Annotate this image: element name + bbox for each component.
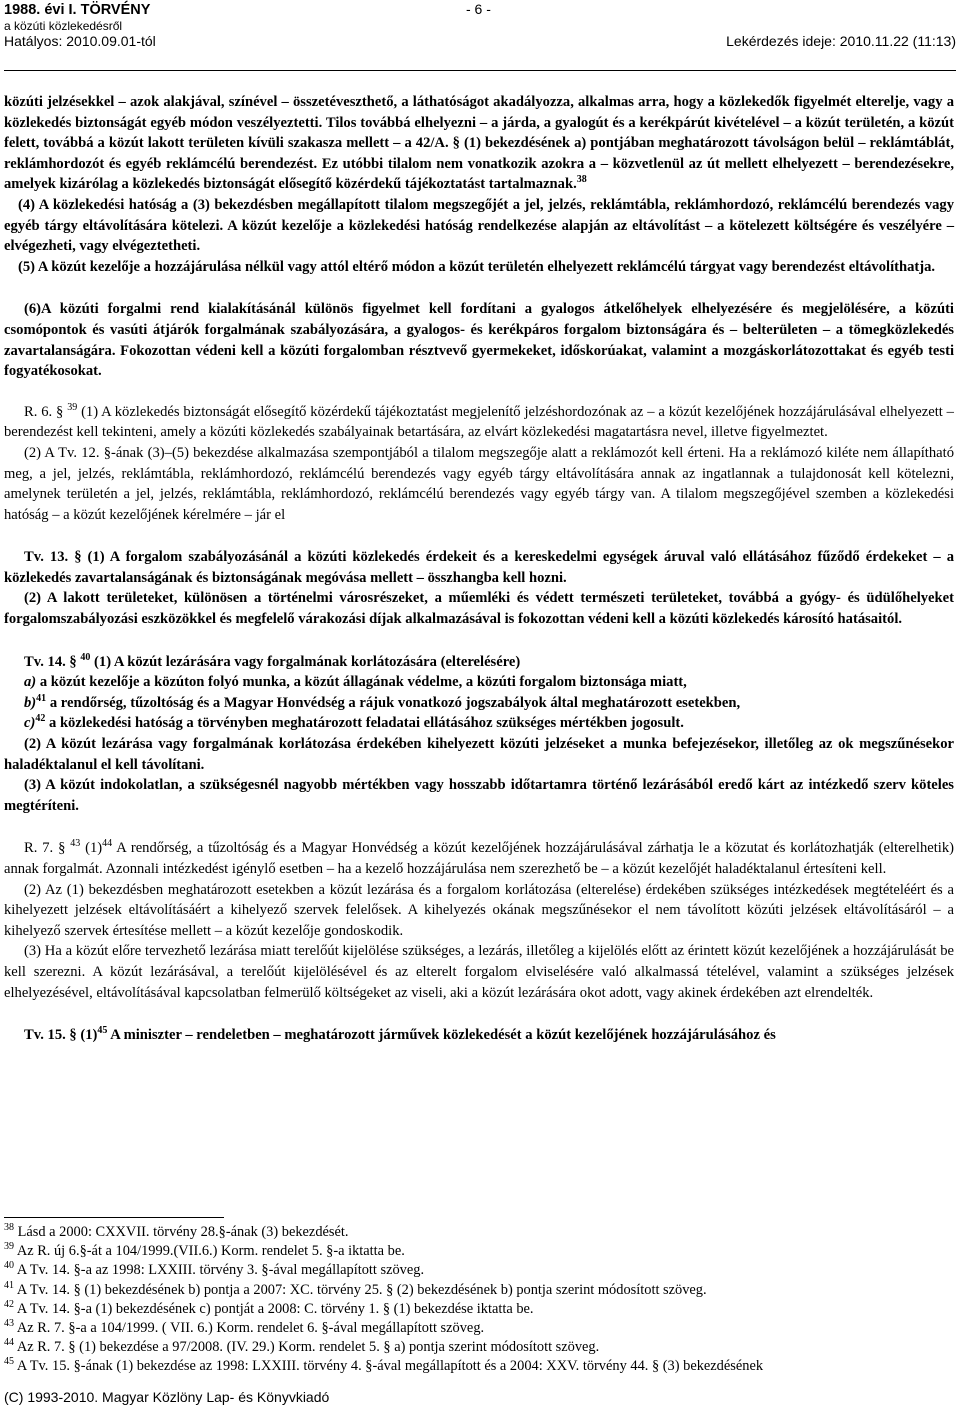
act-14-2: (2) A közút lezárása vagy forgalmának korlátozása érdekében kihelyezett közúti jelzéseket a munka befejezésekor, illetőleg az ok megszűnésekor haladéktalanul el kell távolítani. [4,736,954,773]
regulation-6-1: R. 6. § $^{39}$ (1) A közlekedés biztonságát elősegítő közérdekű tájékoztatást megjelenítő jelzéshordozónak az – a közút kezelőjének hozzájárulásával elhelyezett – berendezést kell tekinteni, amely a közúti közlekedés szabályainak betartására, az elvárt közlekedési magatartásra nevel, illetve figyelmeztet. [4,401,954,441]
law-title: 1988. évi I. TÖRVÉNY [4,2,151,18]
act-13-2: (2) A lakott területeket, különösen a történelmi városrészeket, a műemléki és védett természeti területeket, továbbá a gyógy- és üdülőhelyeket forgalomszabályozási eszközökkel és megfelelő várakozási díjak alkalmazásával is fokozottan védeni kell a közúti közlekedés károsító hatásaitól. [4,590,954,628]
act-14-1-a: a) a közút kezelője a közúton folyó munka, a közút állagának védelme, a közúti forgalom biztonsága miatt, [24,674,687,691]
page-number: - 6 - [466,1,491,17]
header-meta-row [4,33,956,50]
document-body [4,92,954,1046]
regulation-7-3: (3) Ha a közút előre tervezhető lezárása miatt terelőút kijelölése szükséges, a lezárás, illetőleg a kijelölés előtt az érintett közút kezelőjének a hozzájárulását be kell szerezni. A közút lezárásával, a terelőút kijelölésével és az elterelt forgalom elviselésére való alkalmassá tételével, valamint a szükséges jelzések elhelyezésével, eltávolításával kapcsolatban felmerülő költségeket az viseli, aki a közút lezárására okot adott, vagy akinek érdekében azt elrendelték. [4,943,954,1001]
law-subtitle: a közúti közlekedésről [4,19,123,33]
footnote-ref-38: 38 [576,174,587,186]
footnote: $^{42}$ A Tv. 14. §-a (1) bekezdésének c) pontját a 2008: C. törvény 1. § (1) bekezdése iktatta be. [4,1299,534,1317]
act-15-1: Tv. 15. § $(1)^{45}$ A miniszter – rendeletben – meghatározott járművek közlekedését a közút kezelőjének hozzájárulásához és [24,1025,776,1044]
paragraph-5: (5) A közút kezelője a hozzájárulása nélkül vagy attól eltérő módon a közút területén elhelyezett reklámcélú tárgyat vagy berendezést eltávolíthatja. [18,258,936,275]
footnote: $^{40}$ A Tv. 14. §-a az 1998: LXXIII. törvény 3. §-ával megállapított szöveg. [4,1260,425,1279]
regulation-7-1: R. 7. § $^{43}$ $(1)^{44}$ A rendőrség, a tűzoltóság és a Magyar Honvédség a közút kezelőjének hozzájárulásával zárhatja le a közutat és korlátozhatják (elterelhetik) annak forgalmát. Azonnali intézkedést igénylő esetben – ha a kezelő hozzájárulása nem szerezhető be – a közút kezelőjét haladéktalanul értesíteni kell. [4,838,954,877]
footnote: $^{38}$ Lásd a 2000: CXXVII. törvény 28.§-ának (3) bekezdését. [4,1222,349,1240]
page-header [4,2,956,50]
footnotes [4,1223,954,1377]
query-time: Lekérdezés ideje: 2010.11.22 (11:13) [726,33,956,49]
footnote-ref-43: 43 [70,838,81,850]
act-14-3: (3) A közút indokolatlan, a szükségesnél nagyobb mértékben vagy hosszabb időtartamra történő lezárásából eredő kárt az intézkedő szerv köteles megtéríteni. [4,777,954,814]
effective-date: Hatályos: 2010.09.01-tól [4,33,156,49]
footnote-ref-40: 40 [80,651,91,663]
page-footer: (C) 1993-2010. Magyar Közlöny Lap- és Könyvkiadó [4,1389,330,1405]
paragraph-6: (6)A közúti forgalmi rend kialakításánál különös figyelmet kell fordítani a gyalogos átkelőhelyek elhelyezésére és megjelölésére, a közúti csomópontok és vasúti átjárók forgalmának szabályozására, a gyalogos- és kerékpáros forgalom biztonságára és – belterületen – a tömegközlekedés zavartalanságára. Fokozottan védeni kell a közúti forgalomban résztvevő gyermekeket, időskorúakat, valamint a mozgáskorlátozottakat és egyéb testi fogyatékosokat. [4,301,954,380]
footnote-ref-41: 41 [36,692,47,704]
footnote-ref-42: 42 [35,713,46,725]
paragraph-3-continuation: közúti jelzésekkel – azok alakjával, színével – összetéveszthető, a láthatóságot akadályozza, alkalmas arra, hogy a közlekedők figyelmét elterelje, vagy a közlekedés biztonságát egyéb módon veszélyeztetti. Tilos továbbá elhelyezni – a járda, a gyalogút és a kerékpárút kivételével – a közút területén, a közút felett, továbbá a közút lakott területen kívüli szakasza mellett – a 42/A. § (1) bekezdésének a) pontjában meghatározott távolságon belül – reklámtáblát, reklámhordozót és egyéb reklámcélú berendezést. Ez utóbbi tilalom nem vonatkozik azokra a – közvetlenül az út mellett elhelyezett – berendezésekre, amelyek kizárólag a közlekedés biztonságát elősegítő közérdekű tájékoztatást tartalmaznak.$^{38}$ [4,94,954,193]
paragraph-4: (4) A közlekedési hatóság a (3) bekezdésben megállapított tilalom megszegőjét a jel, jelzés, reklámtábla, reklámhordozó, reklámcélú berendezés vagy egyéb tárgy eltávolítására kötelezi. A közút kezelője a közlekedési hatóság rendelkezése alapján az eltávolítást – a kötelezett költségére és veszélyére – elvégezheti, vagy elvégeztetheti. [4,196,954,255]
act-14-1-c: c)$^{42}$ a közlekedési hatóság a törvényben meghatározott feladatai ellátásához szükséges mértékben jogosult. [24,713,684,732]
footnote: $^{44}$ Az R. 7. § (1) bekezdése a 97/2008. (IV. 29.) Korm. rendelet 5. § a) pontja szerint módosított szöveg. [4,1337,600,1356]
footnote-ref-39: 39 [67,401,78,413]
footnote-ref-44: 44 [102,838,113,850]
regulation-7-2: (2) Az (1) bekezdésben meghatározott esetekben a közút lezárása és a forgalom korlátozása (elterelése) érdekében szükséges intézkedések megtételéért és a kihelyezett jelzések eltávolításáért a kihelyező szervek felelősek. A kihelyezés okának megszűnésekor el nem távolított közúti jelzések eltávolításáról – a kihelyező szervek értesítése mellett – a közút kezelője gondoskodik. [4,881,954,939]
footnote: $^{43}$ Az R. 7. §-a a 104/1999. ( VII. 6.) Korm. rendelet 6. §-ával megállapított szöveg. [4,1318,485,1337]
footnote-ref-45: 45 [97,1025,108,1037]
footnote: $^{41}$ A Tv. 14. § (1) bekezdésének b) pontja a 2007: XC. törvény 25. § (2) bekezdésének b) pontja szerint módosított szöveg. [4,1279,707,1298]
header-divider [4,70,956,71]
footnote-divider [4,1217,224,1218]
regulation-6-2: (2) A Tv. 12. §-ának (3)–(5) bekezdése alkalmazása szempontjából a tilalom megszegője alatt a reklámozót kell érteni. Ha a reklámozó kiléte nem állapítható meg, a jel, jelzés, reklámtábla, reklámhordozó, reklámcélú berendezés vagy egyéb tárgy eltávolítására annak az ingatlannak a tulajdonosát kell kötelezni, amelynek területén a jel, jelzés, reklámtábla, reklámhordozó, reklámcélú berendezés vagy egyéb tárgy van. A tilalom megszegőjével szemben a közlekedési hatóság – a közút kezelőjének kérelmére – jár el [4,444,954,523]
footnote: $^{45}$ A Tv. 15. §-ának (1) bekezdése az 1998: LXXIII. törvény 4. §-ával megállapított és a 2004: XXV. törvény 44. § (3) bekezdésének [4,1356,764,1375]
footnote: $^{39}$ Az R. új 6.§-át a 104/1999.(VII.6.) Korm. rendelet 5. §-a iktatta be. [4,1241,405,1260]
act-14-1: Tv. 14. § $^{40}$ (1) A közút lezárására vagy forgalmának korlátozására (elterelésére) [24,651,521,670]
act-14-1-b: b)$^{41}$ a rendőrség, tűzoltóság és a Magyar Honvédség a rájuk vonatkozó jogszabályok által meghatározott esetekben, [24,692,741,711]
act-13-1: Tv. 13. § (1) A forgalom szabályozásánál a közúti közlekedés érdekeit és a kereskedelmi egységek áruval való ellátásához fűződő érdekeket – a közlekedés zavartalanságának és biztonságának megóvása mellett – összhangba kell hozni. [4,549,954,586]
